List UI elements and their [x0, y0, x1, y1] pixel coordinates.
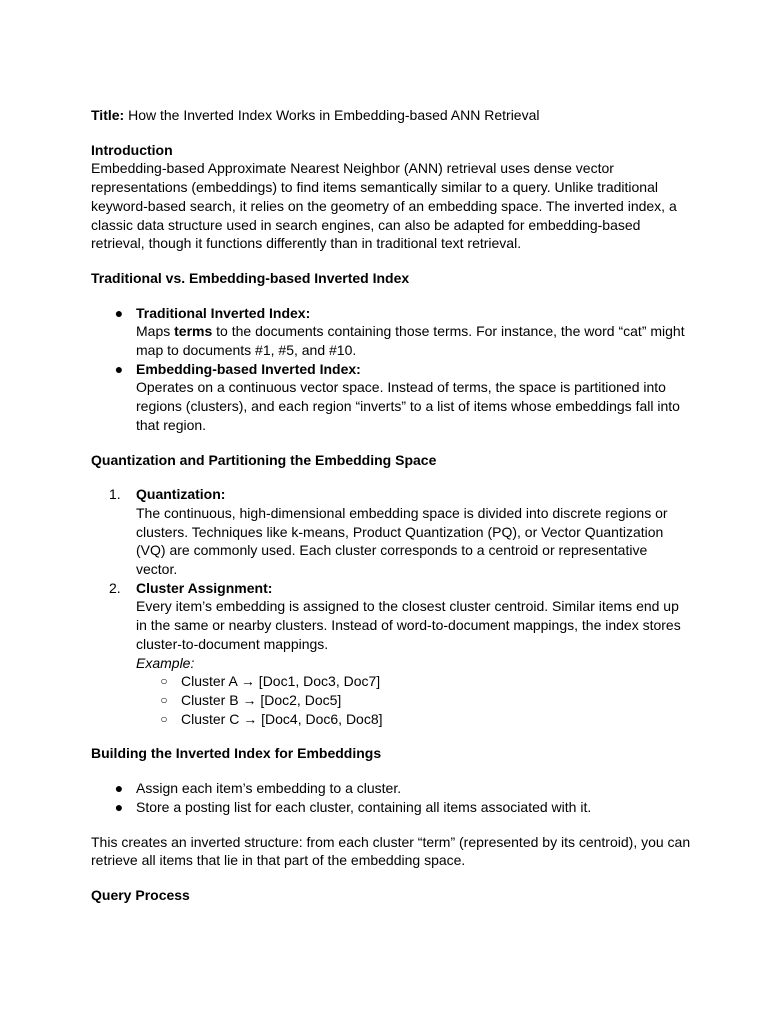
- comparison-list: [91, 304, 691, 435]
- document-page: [91, 106, 691, 905]
- list-item: [91, 485, 691, 579]
- list-item: [91, 779, 691, 798]
- document-title: [91, 106, 691, 125]
- intro-paragraph: Embedding-based Approximate Nearest Neighbor (ANN) retrieval uses dense vector representations (embeddings) to find items semantically similar to a query. Unlike traditional keyword-based search, it relies on the geometry of an embedding space. The inverted index, a classic data structure used in search engines, can also be adapted for embedding-based retrieval, though it functions differently than in traditional text retrieval.: [91, 160, 677, 252]
- circle-bullet-icon: ○: [160, 711, 168, 726]
- list-item-text: Every item’s embedding is assigned to the closest cluster centroid. Similar items end up in the same or nearby clusters. Instead of word-to-document mappings, the index stores cluster-to-document mappings.: [136, 598, 681, 652]
- bullet-icon: ●: [114, 798, 124, 815]
- building-list: [91, 779, 691, 816]
- bullet-icon: ●: [114, 304, 124, 321]
- section-heading-building-index: Building the Inverted Index for Embeddings: [91, 745, 382, 762]
- list-item-title: Traditional Inverted Index:: [136, 304, 311, 321]
- intro-heading: Introduction: [91, 141, 173, 158]
- title-text: How the Inverted Index Works in Embedding-based ANN Retrieval: [128, 107, 540, 123]
- example-cluster-a: Cluster A → [Doc1, Doc3, Doc7]: [181, 673, 381, 690]
- list-item-text: Operates on a continuous vector space. Instead of terms, the space is partitioned into regions (clusters), and each region “inverts” to a list of items whose embeddings fall into that region.: [136, 379, 680, 433]
- example-cluster-c: Cluster C → [Doc4, Doc6, Doc8]: [181, 710, 383, 727]
- section-heading-traditional-vs-embedding: Traditional vs. Embedding-based Inverted Index: [91, 269, 410, 286]
- list-item-text: Store a posting list for each cluster, containing all items associated with it.: [136, 798, 592, 815]
- bullet-icon: ●: [114, 780, 124, 797]
- example-label: Example:: [136, 654, 195, 671]
- list-item-title: Cluster Assignment:: [136, 579, 273, 596]
- list-number: 2.: [109, 579, 121, 596]
- section-heading-quantization: Quantization and Partitioning the Embedding Space: [91, 451, 437, 468]
- list-item: [91, 798, 691, 817]
- example-cluster-b: Cluster B → [Doc2, Doc5]: [181, 691, 342, 708]
- circle-bullet-icon: ○: [160, 692, 168, 707]
- list-number: 1.: [109, 486, 121, 503]
- bullet-icon: ●: [114, 360, 124, 377]
- list-item: [91, 579, 691, 729]
- sub-list-item: [91, 672, 691, 691]
- list-item: [91, 360, 691, 435]
- quantization-list: [91, 485, 691, 728]
- list-item-text: Assign each item’s embedding to a cluster.: [136, 780, 402, 797]
- list-item-title: Quantization:: [136, 486, 226, 503]
- sub-list-item: [91, 710, 691, 729]
- list-item-text: The continuous, high-dimensional embedding space is divided into discrete regions or clusters. Techniques like k-means, Product Quantization (PQ), or Vector Quantization (VQ) are commonly used. Each cluster corresponds to a centroid or representative vector.: [136, 504, 668, 578]
- inverted-structure-paragraph: This creates an inverted structure: from each cluster “term” (represented by its centroid), you can retrieve all items that lie in that part of the embedding space.: [91, 833, 691, 869]
- example-sublist: [136, 672, 691, 728]
- list-item-text: Maps terms to the documents containing those terms. For instance, the word “cat” might map to documents #1, #5, and #10.: [136, 323, 685, 359]
- list-item-title: Embedding-based Inverted Index:: [136, 360, 361, 377]
- section-heading-query-process: Query Process: [91, 886, 190, 903]
- title-label: Title:: [91, 107, 125, 123]
- sub-list-item: [91, 691, 691, 710]
- list-item: [91, 304, 691, 360]
- circle-bullet-icon: ○: [160, 674, 168, 689]
- emphasis-terms: terms: [174, 323, 213, 340]
